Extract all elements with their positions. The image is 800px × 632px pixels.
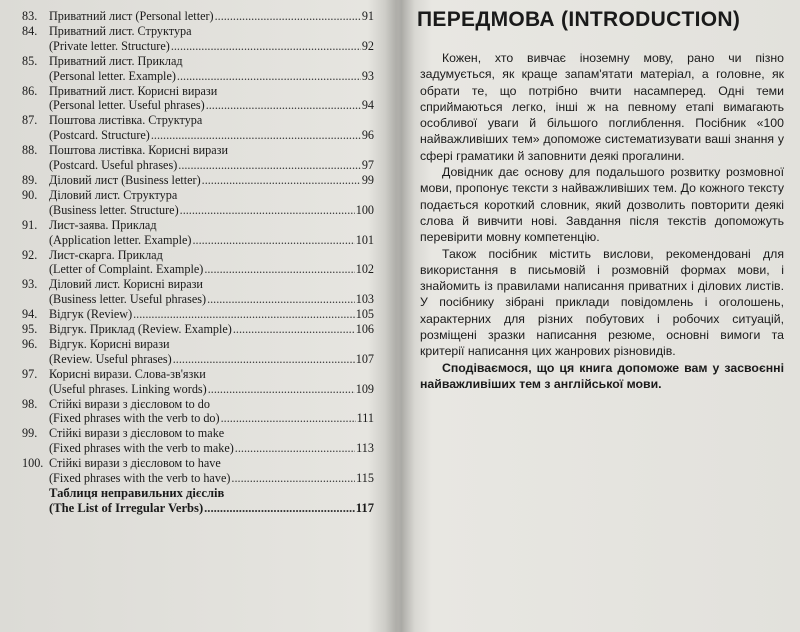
dot-leader	[133, 307, 355, 322]
toc-title-line: Приватний лист (Personal letter)	[49, 9, 214, 23]
toc-number: 90.	[22, 187, 38, 202]
toc-title-line: Діловий лист. Структура	[49, 187, 178, 202]
table-of-contents	[22, 9, 374, 516]
toc-page-number: 106	[355, 322, 374, 337]
toc-title-line: Діловий лист. Корисні вирази	[49, 277, 203, 292]
toc-entry	[22, 188, 374, 218]
toc-title-line: (Application letter. Example)	[49, 232, 192, 247]
page-title: ПЕРЕДМОВА (INTRODUCTION)	[417, 8, 741, 31]
toc-title-line: Поштова листівка. Структура	[49, 113, 203, 128]
toc-page-number: 111	[356, 411, 374, 426]
dot-leader	[177, 69, 361, 84]
toc-entry	[22, 9, 374, 24]
toc-number: 97.	[22, 366, 38, 381]
dot-leader	[204, 501, 355, 516]
toc-title-line: (Fixed phrases with the verb to make)	[49, 441, 234, 456]
dot-leader	[233, 322, 355, 337]
toc-number: 93.	[22, 277, 38, 292]
toc-title-line: (Fixed phrases with the verb to have)	[49, 471, 231, 486]
toc-title-line: (Useful phrases. Linking words)	[49, 381, 207, 396]
toc-entry	[22, 113, 374, 143]
toc-title-line: Приватний лист. Приклад	[49, 53, 183, 68]
left-page	[0, 0, 395, 632]
toc-title-line: Стійкі вирази з дієсловом to have	[49, 456, 221, 471]
toc-entry	[22, 426, 374, 456]
toc-number: 94.	[22, 307, 38, 322]
toc-page-number: 100	[355, 202, 374, 217]
toc-title-line: Відгук. Корисні вирази	[49, 336, 170, 351]
dot-leader	[207, 292, 355, 307]
toc-title-line: Відгук (Review)	[49, 307, 133, 322]
toc-page-number: 93	[361, 68, 374, 83]
dot-leader	[221, 411, 356, 426]
toc-title-line: Поштова листівка. Корисні вирази	[49, 143, 229, 158]
toc-entry	[22, 397, 374, 427]
right-page	[403, 0, 800, 632]
toc-number: 92.	[22, 247, 38, 262]
toc-entry	[22, 277, 374, 307]
toc-page-number: 99	[361, 172, 374, 187]
dot-leader	[178, 158, 361, 173]
toc-title-line: (Postcard. Useful phrases)	[49, 158, 178, 173]
toc-entry	[22, 173, 374, 188]
toc-page-number: 113	[356, 441, 374, 456]
toc-title-line: Приватний лист. Структура	[49, 23, 192, 38]
toc-page-number: 94	[361, 98, 374, 113]
toc-title-line: (Personal letter. Example)	[49, 68, 176, 83]
toc-title-line: (Personal letter. Useful phrases)	[49, 98, 205, 113]
toc-entry	[22, 337, 374, 367]
toc-number: 96.	[22, 336, 38, 351]
toc-title-line: (The List of Irregular Verbs)	[49, 500, 204, 515]
toc-number: 91.	[22, 217, 38, 232]
dot-leader	[202, 173, 361, 188]
toc-number: 95.	[22, 322, 38, 337]
toc-entry	[22, 456, 374, 486]
dot-leader	[204, 262, 354, 277]
toc-title-line: (Business letter. Useful phrases)	[49, 292, 207, 307]
paragraph: Кожен, хто вивчає іноземну мову, рано чи пізно задумується, як краще запам'ятати матеріал, а головне, як обрати те, що потрібно вчити насамперед. Одні теми сприймаються легко, інші ж на певному етапі вимагають особливої уваги й більшого поглиблення. Посібник «100 найважливіших тем» допоможе систематизувати ваші знання у сфері граматики й заповнити деякі прогалини.	[420, 51, 784, 163]
dot-leader	[215, 9, 361, 24]
dot-leader	[173, 352, 355, 367]
toc-title-line: (Business letter. Structure)	[49, 202, 179, 217]
toc-number: 85.	[22, 53, 38, 68]
toc-page-number: 102	[355, 262, 374, 277]
toc-entry	[22, 84, 374, 114]
toc-number: 100.	[22, 456, 44, 471]
toc-number: 84.	[22, 23, 38, 38]
toc-number: 89.	[22, 172, 38, 187]
dot-leader	[206, 98, 361, 113]
dot-leader	[235, 441, 355, 456]
toc-entry	[22, 307, 374, 322]
toc-page-number: 97	[361, 158, 374, 173]
toc-page-number: 101	[355, 232, 374, 247]
toc-title-line: (Letter of Complaint. Example)	[49, 262, 204, 277]
toc-title-line: Стійкі вирази з дієсловом to make	[49, 426, 225, 441]
paragraph: Також посібник містить вислови, рекомендовані для використання в письмовій і розмовній формах мови, і знайомить із правилами написання приватних і ділових листів. У посібнику зібрані приклади повідомлень і оголошень, характерних для різних побутових і робочих ситуацій, розміщені зразки написання резюме, основні вимоги та критерії написання цих жанрових різновидів.	[420, 246, 784, 359]
toc-title-line: Лист-заява. Приклад	[49, 217, 157, 232]
toc-page-number: 117	[355, 500, 374, 515]
toc-number: 98.	[22, 396, 38, 411]
toc-entry	[22, 24, 374, 54]
toc-page-number: 109	[355, 381, 374, 396]
toc-page-number: 105	[355, 307, 374, 322]
toc-page-number: 96	[361, 128, 374, 143]
toc-title-line: Корисні вирази. Слова-зв'язки	[49, 366, 206, 381]
toc-entry	[22, 322, 374, 337]
introduction-text	[420, 50, 784, 392]
toc-page-number: 115	[356, 471, 374, 486]
toc-entry	[22, 248, 374, 278]
toc-number: 83.	[22, 9, 38, 23]
toc-number: 87.	[22, 113, 38, 128]
toc-number: 88.	[22, 143, 38, 158]
toc-entry	[22, 218, 374, 248]
dot-leader	[192, 233, 354, 248]
dot-leader	[231, 471, 355, 486]
toc-page-number: 91	[361, 9, 374, 23]
toc-number	[22, 486, 49, 516]
closing-paragraph: Сподіваємося, що ця книга допоможе вам у засвоєнні найважливіших тем з англійської мови.	[420, 360, 784, 391]
toc-title-line: Стійкі вирази з дієсловом to do	[49, 396, 210, 411]
toc-title-line: (Fixed phrases with the verb to do)	[49, 411, 220, 426]
toc-entry	[22, 367, 374, 397]
toc-number: 86.	[22, 83, 38, 98]
dot-leader	[151, 128, 361, 143]
toc-title-line: Таблиця неправильних дієслів	[49, 486, 225, 500]
toc-page-number: 107	[355, 351, 374, 366]
toc-title-line: (Private letter. Structure)	[49, 38, 170, 53]
toc-entry	[22, 143, 374, 173]
toc-title-line: Діловий лист (Business letter)	[49, 172, 201, 187]
dot-leader	[208, 382, 355, 397]
toc-number: 99.	[22, 426, 38, 441]
toc-page-number: 92	[361, 38, 374, 53]
toc-page-number: 103	[355, 292, 374, 307]
dot-leader	[171, 39, 361, 54]
toc-title-line: Відгук. Приклад (Review. Example)	[49, 322, 232, 337]
paragraph: Довідник дає основу для подальшого розвитку розмовної мови, пропонує тексти з найважливіших тем. До кожного тексту подається короткий словник, який дозволить повторити деякі слова й вивчити нові. Завдання після текстів допоможуть перевірити мовну компетенцію.	[420, 165, 784, 245]
toc-title-line: (Review. Useful phrases)	[49, 351, 172, 366]
toc-entry	[22, 486, 374, 516]
toc-title-line: (Postcard. Structure)	[49, 128, 150, 143]
toc-entry	[22, 54, 374, 84]
dot-leader	[180, 203, 355, 218]
toc-title-line: Лист-скарга. Приклад	[49, 247, 163, 262]
toc-title-line: Приватний лист. Корисні вирази	[49, 83, 218, 98]
